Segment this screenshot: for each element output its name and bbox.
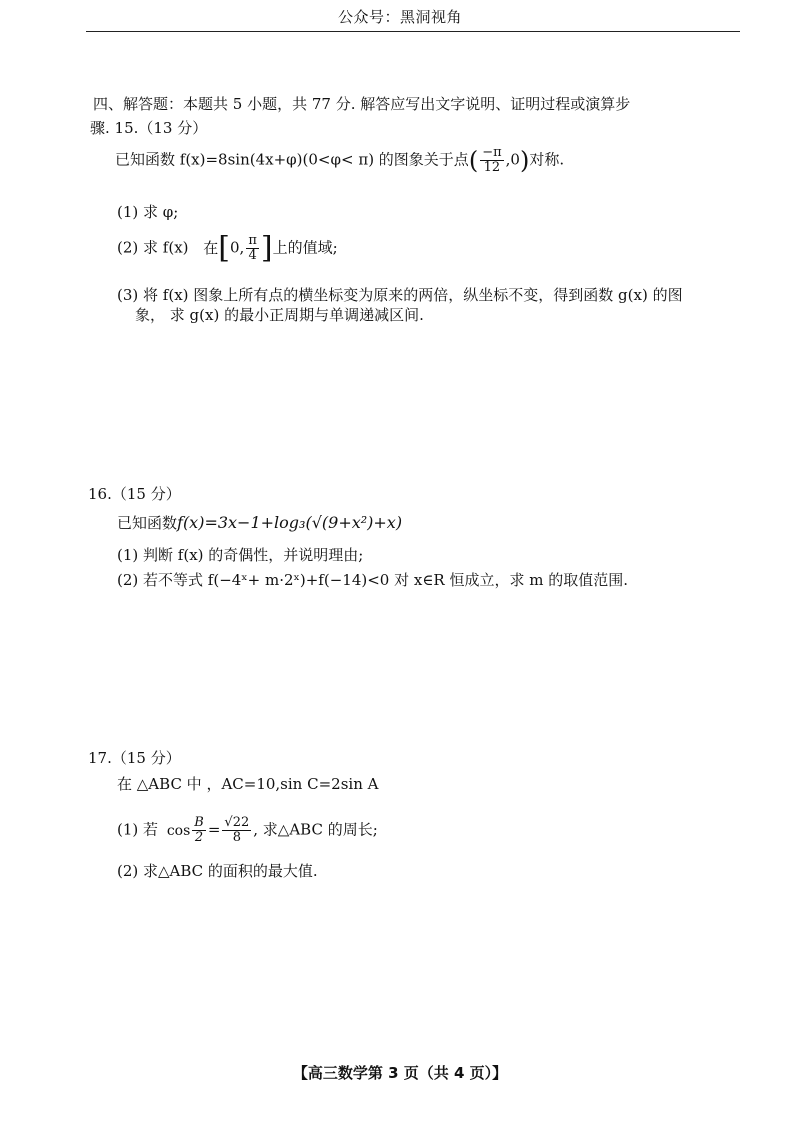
q16-stem: [117, 513, 402, 533]
paren-right: ): [519, 146, 530, 175]
q15-point-den: 12: [483, 160, 501, 175]
section-heading-line2: 骤. 15.（13 分）: [90, 119, 208, 137]
header-rule: [86, 31, 740, 32]
q15-part3-line1: (3) 将 f(x) 图象上所有点的横坐标变为原来的两倍，纵坐标不变，得到函数 g(x) 的图: [117, 286, 683, 304]
q15-stem-a: 已知函数 f(x)=8sin(4x+φ)(0<φ< π) 的图象关于点: [115, 150, 469, 169]
q15-part1: (1) 求 φ;: [117, 203, 179, 221]
q15-part3-line2: 象， 求 g(x) 的最小正周期与单调递减区间.: [135, 306, 424, 324]
q17-cos-fraction: [192, 816, 206, 845]
q15-interval-den: 4: [248, 248, 257, 263]
q15-stem-b: 对称.: [529, 150, 565, 169]
page-footer: 【高三数学第 3 页（共 4 页）】: [292, 1064, 508, 1082]
q17-part1: [117, 816, 378, 845]
q15-point-fraction: [480, 146, 503, 175]
paren-left: (: [468, 146, 479, 175]
q15-part2-in: 在: [203, 238, 219, 257]
q15-interval-num: π: [248, 233, 257, 248]
q15-part2-a: (2) 求 f(x): [117, 238, 189, 257]
q16-title: 16.（15 分）: [88, 485, 181, 503]
q17-value-num: √22: [224, 815, 250, 830]
q15-interval-fraction: [246, 234, 259, 263]
q15-point-y: ,0: [505, 150, 520, 169]
q15-point-num: −π: [482, 145, 502, 160]
bracket-left: [: [218, 230, 231, 266]
q17-cos-label: cos: [166, 822, 191, 839]
bracket-right: ]: [260, 230, 273, 266]
q17-eq: =: [207, 820, 221, 839]
q17-cos-num: B: [194, 815, 204, 830]
q17-part2: (2) 求△ABC 的面积的最大值.: [117, 862, 318, 880]
q17-stem: 在 △ABC 中 ，AC=10,sin C=2sin A: [117, 775, 379, 793]
q17-title: 17.（15 分）: [88, 749, 181, 767]
q15-part2-b: 上的值域;: [272, 238, 338, 257]
q16-part1: (1) 判断 f(x) 的奇偶性，并说明理由;: [117, 546, 364, 564]
q15-part2: [117, 230, 338, 266]
q17-part1-a: (1) 若: [117, 820, 159, 839]
q17-value-fraction: [222, 816, 251, 845]
q15-interval-left: 0,: [230, 238, 245, 257]
q16-formula: f(x)=3x−1+log₃(√(9+x²)+x): [177, 513, 403, 532]
page-header: 公众号：黑洞视角: [337, 8, 462, 26]
section-heading-line1: 四、解答题：本题共 5 小题，共 77 分. 解答应写出文字说明、证明过程或演算步: [93, 95, 631, 113]
q15-stem: [115, 146, 564, 175]
q16-part2: (2) 若不等式 f(−4ˣ+ m·2ˣ)+f(−14)<0 对 x∈R 恒成立，求 m 的取值范围.: [117, 571, 629, 589]
q17-value-den: 8: [232, 830, 241, 845]
q17-cos-den: 2: [194, 830, 204, 845]
q17-part1-b: , 求△ABC 的周长;: [253, 820, 378, 839]
q16-stem-a: 已知函数: [117, 514, 178, 532]
